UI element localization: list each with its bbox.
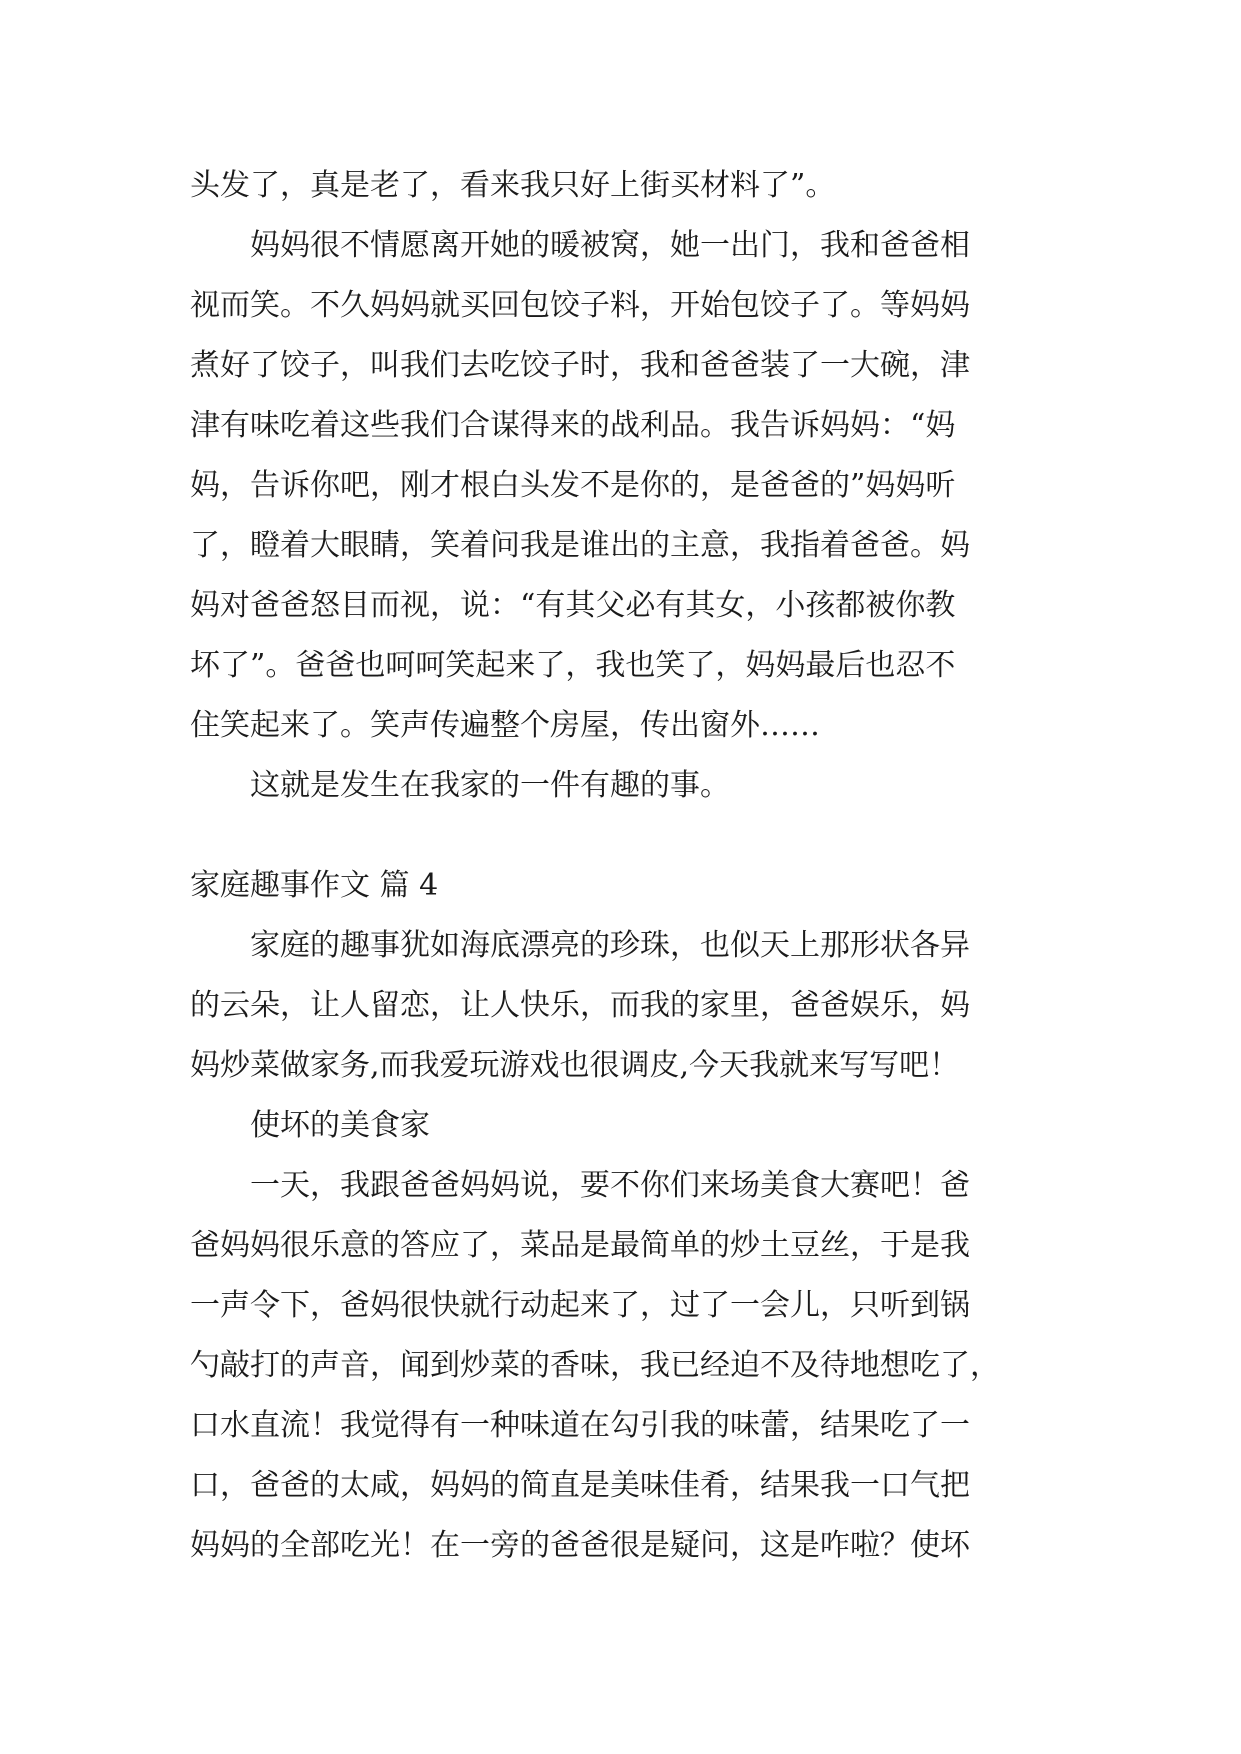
text-line: 头发了，真是老了，看来我只好上街买材料了”。 xyxy=(190,168,836,203)
text-line: 视而笑。不久妈妈就买回包饺子料，开始包饺子了。等妈妈 xyxy=(190,288,970,323)
text-line: 一声令下，爸妈很快就行动起来了，过了一会儿，只听到锅 xyxy=(190,1288,970,1323)
text-line: 口水直流！我觉得有一种味道在勾引我的味蕾，结果吃了一 xyxy=(190,1408,970,1443)
text-line: 这就是发生在我家的一件有趣的事。 xyxy=(250,768,730,803)
text-line: 妈妈很不情愿离开她的暖被窝，她一出门，我和爸爸相 xyxy=(250,228,970,263)
text-line: 家庭的趣事犹如海底漂亮的珍珠，也似天上那形状各异 xyxy=(250,928,970,963)
text-line: 津有味吃着这些我们合谋得来的战利品。我告诉妈妈：“妈 xyxy=(190,408,956,443)
text-line: 勺敲打的声音，闻到炒菜的香味，我已经迫不及待地想吃了， xyxy=(190,1348,1000,1383)
section-heading: 家庭趣事作文 篇 4 xyxy=(190,868,439,903)
text-line: 一天，我跟爸爸妈妈说，要不你们来场美食大赛吧！爸 xyxy=(250,1168,970,1203)
text-line: 的云朵，让人留恋，让人快乐，而我的家里，爸爸娱乐，妈 xyxy=(190,988,970,1023)
text-line: 口，爸爸的太咸，妈妈的简直是美味佳肴，结果我一口气把 xyxy=(190,1468,970,1503)
text-line: 妈妈的全部吃光！在一旁的爸爸很是疑问，这是咋啦？使坏 xyxy=(190,1528,970,1563)
subtitle: 使坏的美食家 xyxy=(250,1108,430,1143)
text-line: 妈，告诉你吧，刚才根白头发不是你的，是爸爸的”妈妈听 xyxy=(190,468,956,503)
text-line: 妈对爸爸怒目而视，说：“有其父必有其女，小孩都被你教 xyxy=(190,588,956,623)
text-line: 爸妈妈很乐意的答应了，菜品是最简单的炒土豆丝，于是我 xyxy=(190,1228,970,1263)
story-continuation xyxy=(190,156,1070,816)
essay-body xyxy=(190,916,1070,1576)
text-line: 坏了”。爸爸也呵呵笑起来了，我也笑了，妈妈最后也忍不 xyxy=(190,648,956,683)
text-line: 住笑起来了。笑声传遍整个房屋，传出窗外…… xyxy=(190,708,820,743)
text-line: 煮好了饺子，叫我们去吃饺子时，我和爸爸装了一大碗，津 xyxy=(190,348,970,383)
text-line: 妈炒菜做家务,而我爱玩游戏也很调皮,今天我就来写写吧！ xyxy=(190,1048,960,1083)
text-line: 了，瞪着大眼睛，笑着问我是谁出的主意，我指着爸爸。妈 xyxy=(190,528,970,563)
